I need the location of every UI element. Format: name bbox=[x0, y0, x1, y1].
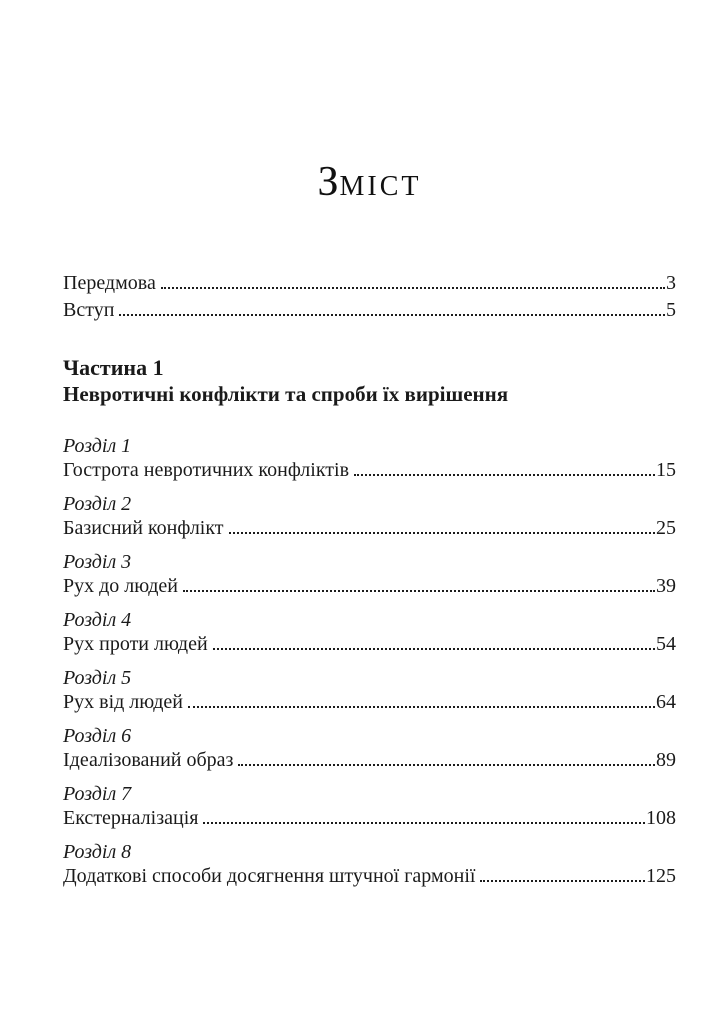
toc-row bbox=[63, 516, 676, 540]
dot-leader bbox=[203, 822, 645, 824]
toc-row bbox=[63, 574, 676, 598]
toc-row bbox=[63, 748, 676, 772]
chapter-label: Розділ 1 bbox=[63, 435, 132, 457]
chapters-section bbox=[63, 434, 676, 888]
chapter-title: Ідеалізований образ bbox=[63, 749, 234, 771]
page-number: 125 bbox=[646, 865, 676, 887]
part-heading bbox=[63, 354, 676, 408]
toc-row bbox=[63, 458, 676, 482]
page-number: 89 bbox=[656, 749, 676, 771]
dot-leader bbox=[354, 474, 655, 476]
toc-chapter bbox=[63, 840, 676, 888]
page-number: 5 bbox=[666, 299, 676, 321]
toc-row bbox=[63, 270, 676, 297]
toc-content bbox=[0, 158, 708, 888]
dot-leader bbox=[183, 590, 655, 592]
toc-chapter bbox=[63, 724, 676, 772]
chapter-title: Рух проти людей bbox=[63, 633, 208, 655]
chapter-title: Екстерналізація bbox=[63, 807, 199, 829]
chapter-label: Розділ 5 bbox=[63, 667, 132, 689]
chapter-title: Гострота невротичних конфліктів bbox=[63, 459, 350, 481]
chapter-title: Базисний конфлікт bbox=[63, 517, 224, 539]
part-title: Невротичні конфлікти та спроби їх вирішення bbox=[63, 382, 509, 406]
toc-chapter bbox=[63, 666, 676, 714]
part-label: Частина 1 bbox=[63, 355, 164, 380]
page-title bbox=[317, 159, 422, 205]
page-number: 3 bbox=[666, 272, 676, 294]
chapter-label: Розділ 6 bbox=[63, 725, 132, 747]
dot-leader bbox=[188, 706, 655, 708]
page-number: 15 bbox=[656, 459, 676, 481]
dot-leader bbox=[161, 287, 665, 289]
chapter-label: Розділ 7 bbox=[63, 783, 132, 805]
dot-leader bbox=[119, 314, 665, 316]
toc-chapter bbox=[63, 492, 676, 540]
page-number: 64 bbox=[656, 691, 676, 713]
page-number: 25 bbox=[656, 517, 676, 539]
title-initial: З bbox=[317, 159, 340, 205]
chapter-title: Рух до людей bbox=[63, 575, 178, 597]
chapter-label: Розділ 8 bbox=[63, 841, 132, 863]
page-title-wrap bbox=[63, 158, 676, 206]
toc-row bbox=[63, 297, 676, 324]
toc-row bbox=[63, 864, 676, 888]
chapter-title: Додаткові способи досягнення штучної гармонії bbox=[63, 865, 476, 887]
dot-leader bbox=[213, 648, 655, 650]
chapter-label: Розділ 4 bbox=[63, 609, 132, 631]
toc-row bbox=[63, 632, 676, 656]
entry-title: Вступ bbox=[63, 299, 115, 321]
toc-chapter bbox=[63, 608, 676, 656]
dot-leader bbox=[229, 532, 655, 534]
page-number: 54 bbox=[656, 633, 676, 655]
toc-chapter bbox=[63, 434, 676, 482]
dot-leader bbox=[480, 880, 645, 882]
toc-row bbox=[63, 690, 676, 714]
page-number: 39 bbox=[656, 575, 676, 597]
toc-chapter bbox=[63, 550, 676, 598]
chapter-label: Розділ 2 bbox=[63, 493, 132, 515]
toc-chapter bbox=[63, 782, 676, 830]
page-number: 108 bbox=[646, 807, 676, 829]
entry-title: Передмова bbox=[63, 272, 156, 294]
dot-leader bbox=[238, 764, 655, 766]
toc-row bbox=[63, 806, 676, 830]
front-matter-section bbox=[63, 270, 676, 324]
chapter-label: Розділ 3 bbox=[63, 551, 132, 573]
chapter-title: Рух від людей bbox=[63, 691, 183, 713]
title-rest: МІСТ bbox=[339, 171, 422, 202]
